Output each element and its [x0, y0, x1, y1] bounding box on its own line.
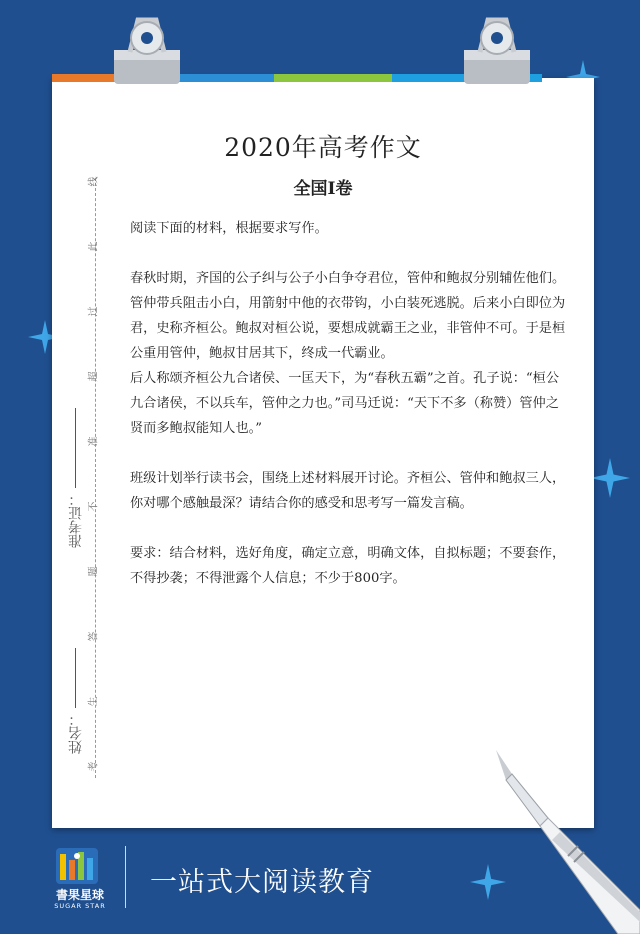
fountain-pen-icon	[478, 740, 640, 934]
seal-line-warning: 考 生 答 题 不 准 超 过 此 线	[88, 176, 100, 772]
essay-prompt	[130, 216, 566, 591]
binder-clip-icon	[102, 10, 192, 88]
name-label: 姓名：	[66, 648, 86, 754]
color-bar-green	[274, 74, 392, 82]
material-paragraph: 春秋时期，齐国的公子纠与公子小白争夺君位，管仲和鲍叔分别辅佐他们。管仲带兵阻击小白，用箭射中他的衣带钩，小白装死逃脱。后来小白即位为君，史称齐桓公。鲍叔对桓公说，要想成就霸王之业，非管仲不可。于是桓公重用管仲，鲍叔甘居其下，终成一代霸业。	[130, 271, 566, 361]
footer-slogan: 一站式大阅读教育	[150, 867, 374, 898]
exam-paper	[52, 78, 594, 828]
task-paragraph: 班级计划举行读书会，围绕上述材料展开讨论。齐桓公、管仲和鲍叔三人，你对哪个感触最深？请结合你的感受和思考写一篇发言稿。	[130, 471, 566, 511]
footer-divider	[125, 846, 126, 908]
instruction-paragraph: 阅读下面的材料，根据要求写作。	[130, 221, 328, 236]
logo-text: 書果星球	[55, 888, 104, 902]
requirements-paragraph: 要求：结合材料，选好角度，确定立意，明确文体，自拟标题；不要套作，不得抄袭；不得泄露个人信息；不少于800字。	[130, 546, 566, 586]
star-icon	[590, 458, 630, 498]
page-subtitle: 全国Ⅰ卷	[293, 179, 353, 199]
page-title: 2020年高考作文	[224, 133, 422, 162]
logo-subtext: SUGAR STAR	[54, 902, 106, 910]
material-paragraph: 后人称颂齐桓公九合诸侯、一匡天下，为“春秋五霸”之首。孔子说：“桓公九合诸侯，不以兵车，管仲之力也。”司马迁说：“天下不多（称赞）管仲之贤而多鲍叔能知人也。”	[130, 371, 560, 436]
binder-clip-icon	[452, 10, 542, 88]
id-label: 准考证：	[66, 408, 86, 548]
